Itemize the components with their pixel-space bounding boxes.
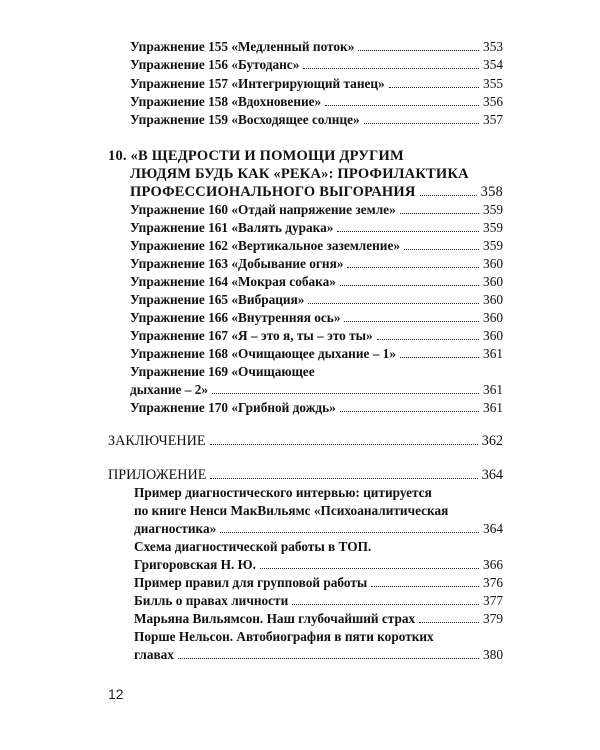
toc-entry-page: 358 xyxy=(480,184,503,200)
toc-entry xyxy=(130,399,503,417)
toc-entry xyxy=(130,309,503,327)
chapter-heading-line: ПРОФЕССИОНАЛЬНОГО ВЫГОРАНИЯ xyxy=(130,184,416,200)
appendix-item-line: Схема диагностической работы в ТОП. xyxy=(134,539,372,554)
toc-entry-page: 356 xyxy=(483,94,503,109)
toc-entry-title: Упражнение 165 «Вибрация» xyxy=(130,292,305,307)
dot-leader xyxy=(389,87,479,88)
toc-section-title: ПРИЛОЖЕНИЕ xyxy=(108,467,207,483)
toc-entry-title: Упражнение 169 «Очищающее xyxy=(130,364,315,379)
dot-leader xyxy=(325,105,479,106)
toc-entry-page: 364 xyxy=(483,521,503,536)
toc-entry xyxy=(130,327,503,345)
dot-leader xyxy=(404,249,479,250)
toc-entry-title: Упражнение 157 «Интегрирующий танец» xyxy=(130,76,385,91)
toc-entry xyxy=(130,291,503,309)
toc-entry-page: 376 xyxy=(483,575,503,590)
toc-entry-title: Упражнение 164 «Мокрая собака» xyxy=(130,274,336,289)
toc-entry-page: 380 xyxy=(483,647,503,662)
toc-entry-page: 359 xyxy=(483,238,503,253)
appendix-item xyxy=(134,574,503,592)
toc-entry-title: Упражнение 170 «Грибной дождь» xyxy=(130,400,336,415)
dot-leader xyxy=(420,195,477,196)
toc-section-conclusion xyxy=(108,432,503,450)
toc-entry-title: Упражнение 155 «Медленный поток» xyxy=(130,39,355,54)
dot-leader xyxy=(337,231,479,232)
appendix-item-line: Порше Нельсон. Автобиография в пяти коротких xyxy=(134,629,434,644)
toc-entry xyxy=(130,201,503,219)
dot-leader xyxy=(419,622,479,623)
dot-leader xyxy=(212,393,479,394)
toc-entry xyxy=(130,38,503,56)
toc-entry xyxy=(130,75,503,93)
appendix-item-line: Билль о правах личности xyxy=(134,593,289,608)
toc-entry-page: 357 xyxy=(483,112,503,127)
dot-leader xyxy=(210,478,477,479)
dot-leader xyxy=(358,50,479,51)
toc-entry-title: Упражнение 158 «Вдохновение» xyxy=(130,94,322,109)
toc-entry-title: Упражнение 162 «Вертикальное заземление» xyxy=(130,238,401,253)
dot-leader xyxy=(303,68,479,69)
toc-entry-title: Упражнение 167 «Я – это я, ты – это ты» xyxy=(130,328,373,343)
appendix-item xyxy=(134,520,503,538)
chapter-heading-entry xyxy=(130,183,503,201)
chapter-heading-line: ЛЮДЯМ БУДЬ КАК «РЕКА»: ПРОФИЛАКТИКА xyxy=(130,166,469,182)
chapter-heading-line: 10. «В ЩЕДРОСТИ И ПОМОЩИ ДРУГИМ xyxy=(108,148,404,164)
toc-entry-page: 360 xyxy=(483,328,503,343)
dot-leader xyxy=(400,213,479,214)
dot-leader xyxy=(400,357,479,358)
appendix-item-line: главах xyxy=(134,647,174,662)
toc-entry-page: 360 xyxy=(483,310,503,325)
dot-leader xyxy=(364,123,479,124)
toc-entry-page: 364 xyxy=(481,467,503,483)
toc-section-appendix xyxy=(108,466,503,484)
toc-entry xyxy=(130,345,503,363)
toc-entry xyxy=(130,219,503,237)
toc-entry-page: 360 xyxy=(483,292,503,307)
toc-entry xyxy=(130,93,503,111)
toc-entry-page: 353 xyxy=(483,39,503,54)
appendix-item-line: Пример диагностического интервью: цитируется xyxy=(134,485,432,500)
appendix-item-line: Марьяна Вильямсон. Наш глубочайший страх xyxy=(134,611,416,626)
toc-entry-title: Упражнение 163 «Добывание огня» xyxy=(130,256,344,271)
page-number: 12 xyxy=(108,686,124,702)
toc-entry-page: 355 xyxy=(483,76,503,91)
toc-entry-page: 360 xyxy=(483,256,503,271)
toc-entry-page: 359 xyxy=(483,220,503,235)
appendix-item xyxy=(134,646,503,664)
toc-entry-title: Упражнение 160 «Отдай напряжение земле» xyxy=(130,202,396,217)
toc-section-title: ЗАКЛЮЧЕНИЕ xyxy=(108,433,206,449)
dot-leader xyxy=(308,303,479,304)
toc-entry xyxy=(130,237,503,255)
dot-leader xyxy=(210,444,478,445)
dot-leader xyxy=(371,586,479,587)
toc-entry-title: Упражнение 161 «Валять дурака» xyxy=(130,220,334,235)
dot-leader xyxy=(377,339,479,340)
toc-entry-page: 361 xyxy=(483,382,503,397)
appendix-item xyxy=(134,592,503,610)
dot-leader xyxy=(347,267,479,268)
dot-leader xyxy=(340,411,479,412)
toc-entry-page: 366 xyxy=(483,557,503,572)
appendix-item-line: по книге Ненси МакВильямс «Психоаналитическая xyxy=(134,503,449,518)
appendix-item-line: Пример правил для групповой работы xyxy=(134,575,368,590)
appendix-item-line: диагностика» xyxy=(134,521,217,536)
appendix-item-line: Григоровская Н. Ю. xyxy=(134,557,256,572)
toc-entry-page: 361 xyxy=(483,400,503,415)
toc-entry-title: Упражнение 166 «Внутренняя ось» xyxy=(130,310,341,325)
dot-leader xyxy=(344,321,479,322)
toc-entry xyxy=(130,111,503,129)
toc-entry-title: Упражнение 159 «Восходящее солнце» xyxy=(130,112,360,127)
dot-leader xyxy=(260,568,479,569)
appendix-item xyxy=(134,610,503,628)
toc-entry-title: дыхание – 2» xyxy=(130,382,209,397)
toc-entry-page: 359 xyxy=(483,202,503,217)
dot-leader xyxy=(220,532,479,533)
toc-entry-title: Упражнение 156 «Бутоданс» xyxy=(130,57,300,72)
toc-entry xyxy=(130,56,503,74)
toc-entry xyxy=(130,255,503,273)
toc-entry-title: Упражнение 168 «Очищающее дыхание – 1» xyxy=(130,346,396,361)
appendix-item xyxy=(134,556,503,574)
toc-entry-page: 361 xyxy=(483,346,503,361)
toc-entry-page: 377 xyxy=(483,593,503,608)
dot-leader xyxy=(340,285,479,286)
dot-leader xyxy=(292,604,479,605)
toc-entry xyxy=(130,273,503,291)
toc-entry-page: 354 xyxy=(483,57,503,72)
dot-leader xyxy=(178,658,479,659)
toc-entry-page: 362 xyxy=(481,433,503,449)
toc-entry-page: 379 xyxy=(483,611,503,626)
toc-entry xyxy=(130,381,503,399)
toc-entry-page: 360 xyxy=(483,274,503,289)
